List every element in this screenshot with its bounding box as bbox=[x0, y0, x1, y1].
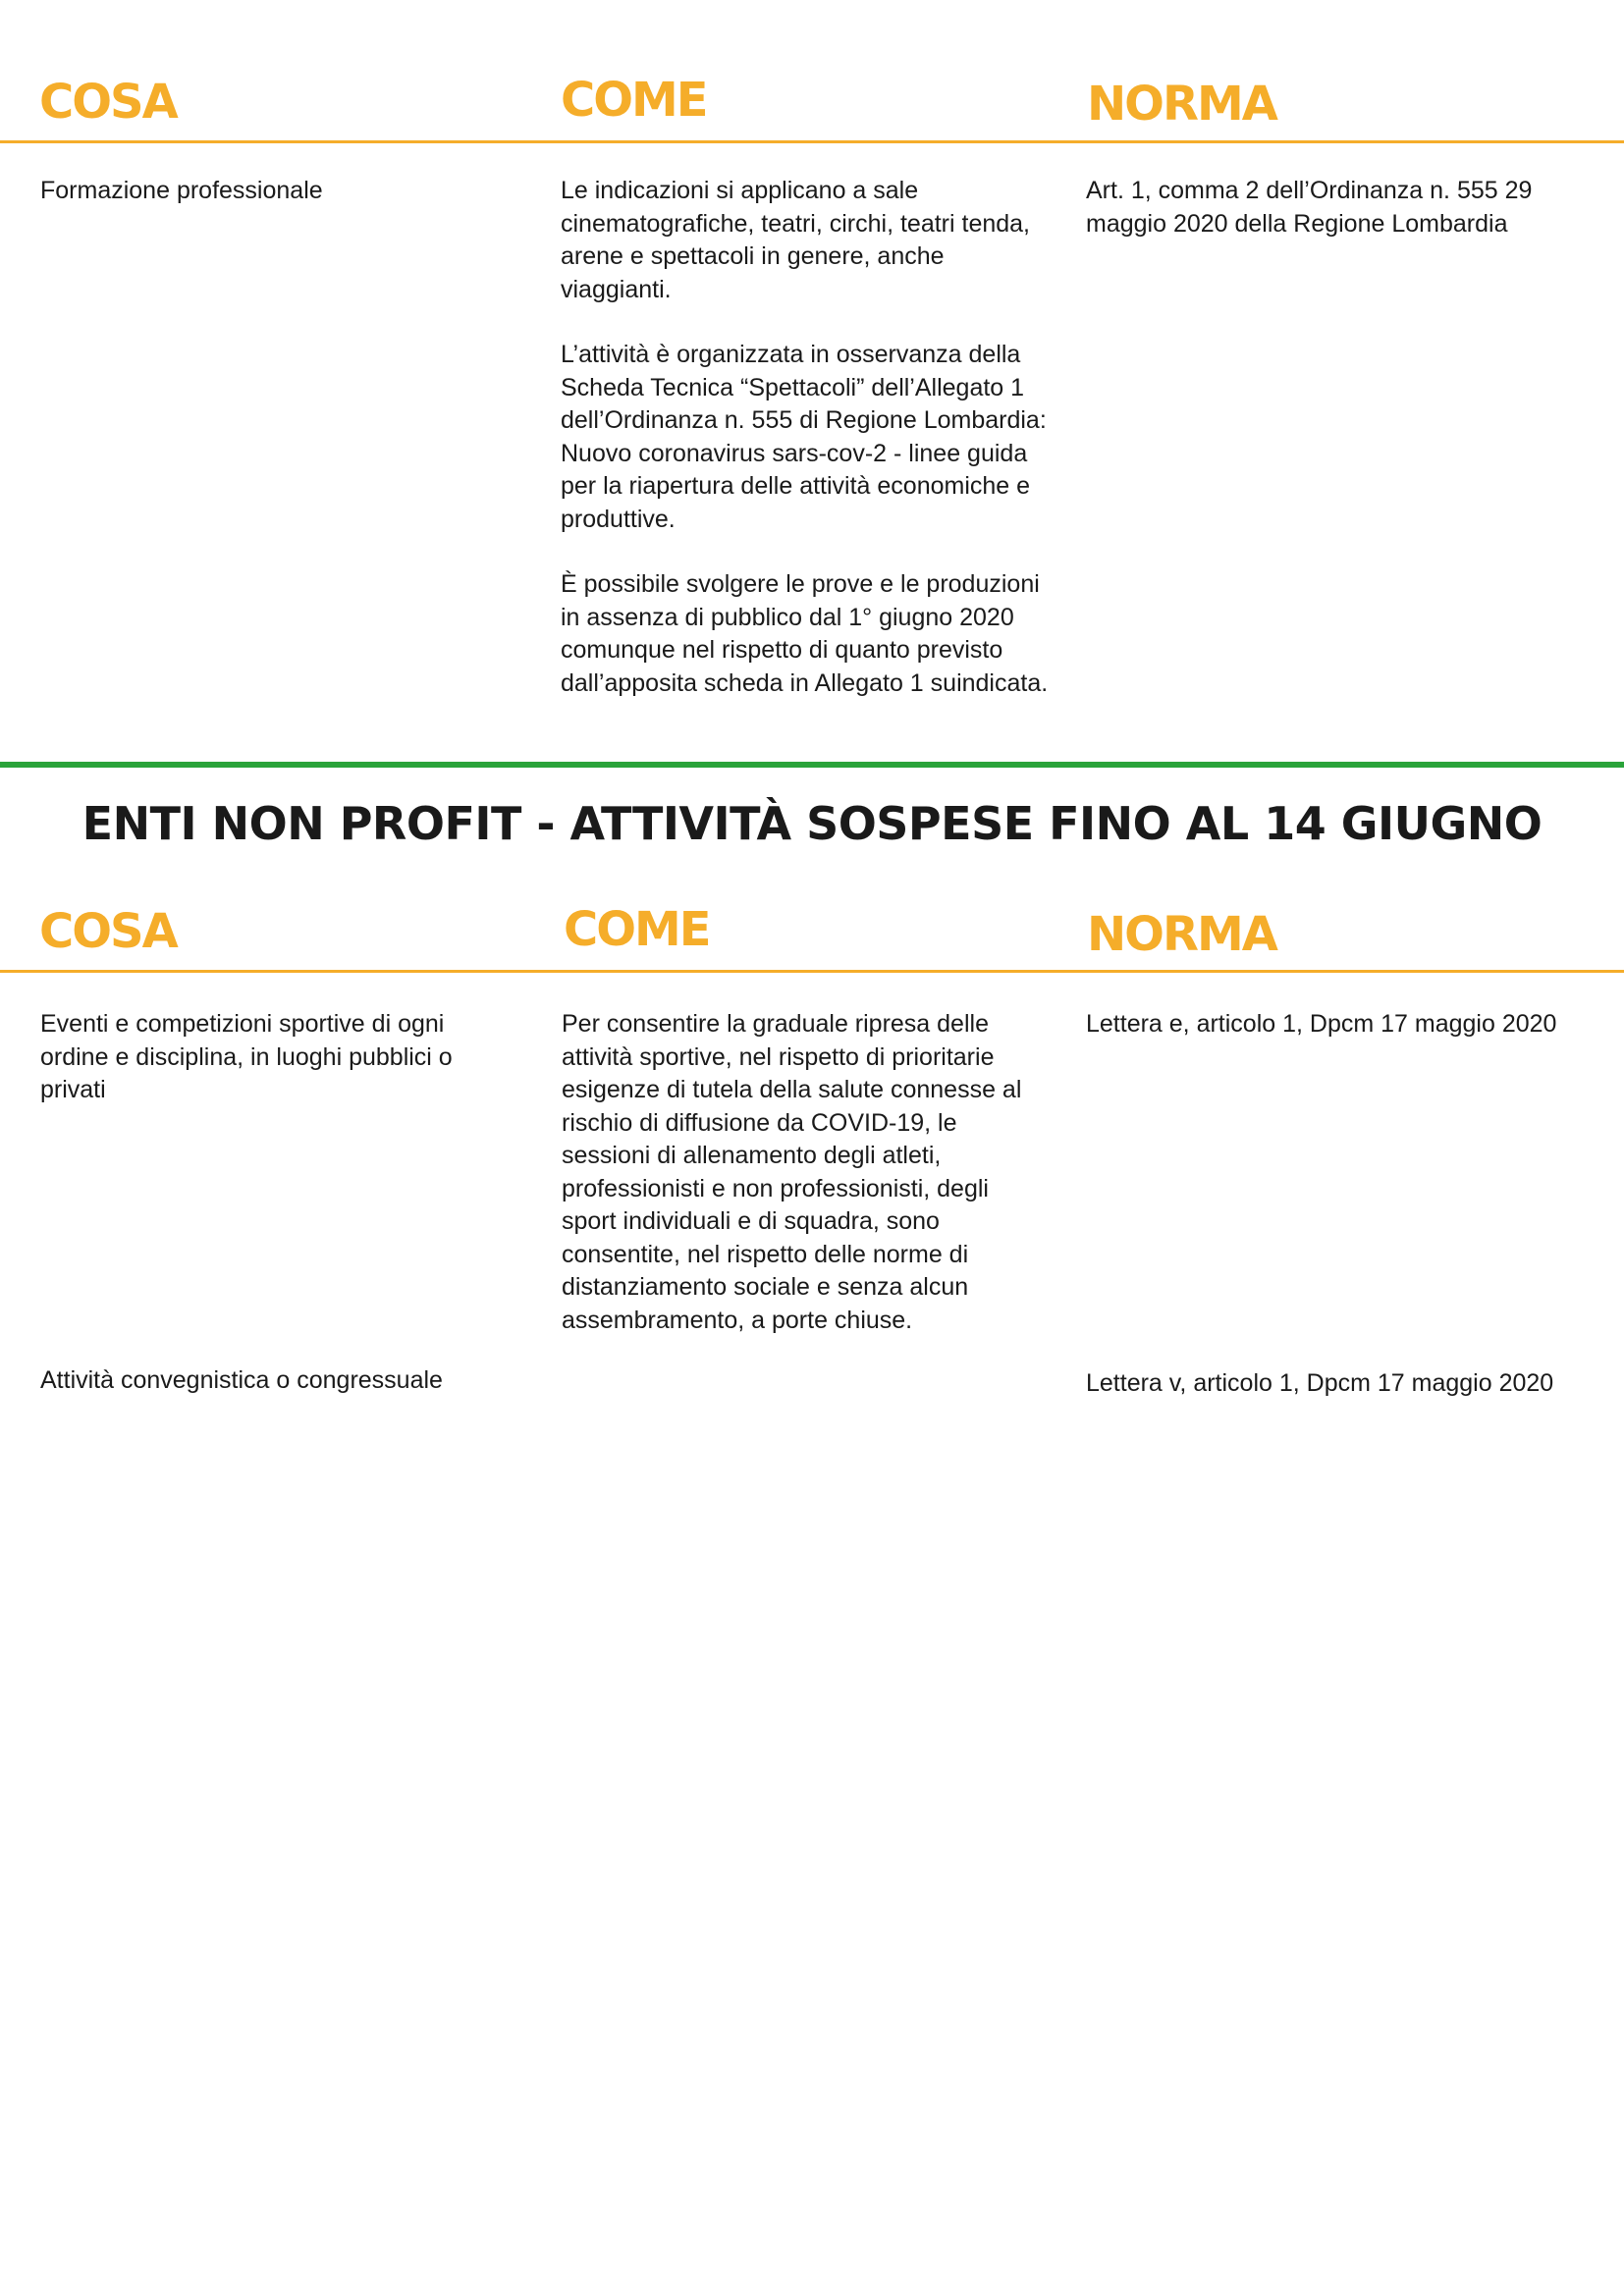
header-rule bbox=[0, 140, 1624, 143]
header-cosa: COSA bbox=[39, 75, 177, 130]
section-title: ENTI NON PROFIT - ATTIVITÀ SOSPESE FINO AL 14 GIUGNO bbox=[81, 797, 1543, 850]
row-norma: Art. 1, comma 2 dell’Ordinanza n. 555 29 maggio 2020 della Regione Lombardia bbox=[1086, 177, 1533, 238]
row-cosa: Eventi e competizioni sportive di ogni ordine e disciplina, in luoghi pubblici o privati bbox=[40, 1010, 453, 1103]
header-cosa: COSA bbox=[39, 904, 177, 959]
come-paragraph: È possibile svolgere le prove e le produzioni in assenza di pubblico dal 1° giugno 2020 comunque nel rispetto di quanto previsto dall’apposita scheda in Allegato 1 suindicata. bbox=[561, 570, 1049, 697]
row-norma: Lettera e, articolo 1, Dpcm 17 maggio 2020 bbox=[1086, 1010, 1557, 1038]
header-come: COME bbox=[561, 73, 707, 128]
row-cosa: Attività convegnistica o congressuale bbox=[40, 1366, 443, 1394]
come-paragraph: L’attività è organizzata in osservanza della Scheda Tecnica “Spettacoli” dell’Allegato 1 dell’Ordinanza n. 555 di Regione Lombardia: Nuovo coronavirus sars-cov-2 - linee guida per la riapertura delle attività economiche e produttive. bbox=[561, 341, 1047, 533]
row-come bbox=[561, 175, 1052, 700]
come-paragraph: Le indicazioni si applicano a sale cinematografiche, teatri, circhi, teatri tenda, arene e spettacoli in genere, anche viaggianti. bbox=[561, 177, 1031, 303]
header-norma: NORMA bbox=[1087, 77, 1276, 132]
header-norma: NORMA bbox=[1087, 907, 1276, 962]
section-divider bbox=[0, 762, 1624, 768]
row-come: Per consentire la graduale ripresa delle attività sportive, nel rispetto di prioritarie esigenze di tutela della salute connesse al rischio di diffusione da COVID-19, le sessioni di allenamento degli atleti, professionisti e non professionisti, degli sport individuali e di squadra, sono consentite, nel rispetto delle norme di distanziamento sociale e senza alcun assembramento, a porte chiuse. bbox=[562, 1010, 1022, 1334]
row-norma: Lettera v, articolo 1, Dpcm 17 maggio 2020 bbox=[1086, 1369, 1554, 1397]
header-rule bbox=[0, 970, 1624, 973]
row-cosa: Formazione professionale bbox=[40, 177, 323, 204]
header-come: COME bbox=[564, 902, 710, 957]
